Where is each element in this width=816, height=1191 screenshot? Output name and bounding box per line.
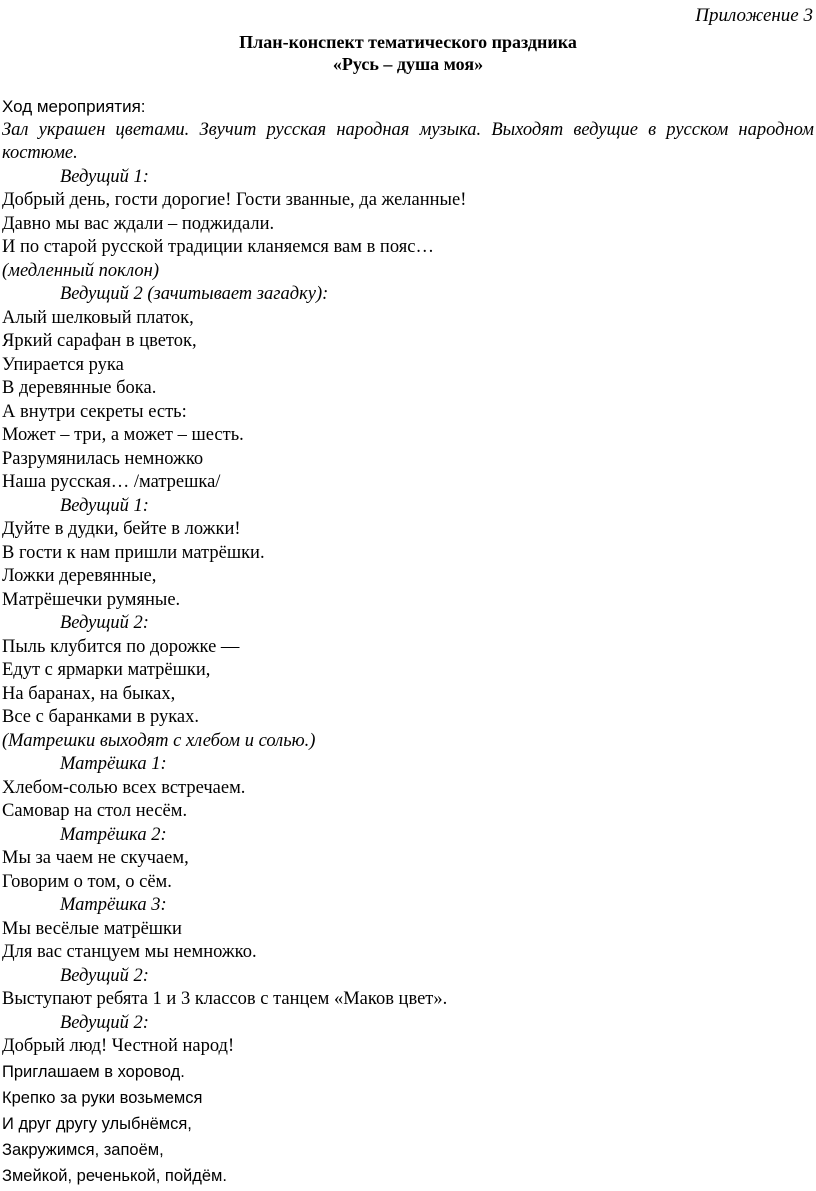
speaker-label: Ведущий 2: (60, 965, 149, 986)
script-line: На баранах, на быках, (2, 683, 176, 704)
script-line: А внутри секреты есть: (2, 401, 187, 422)
speaker-label: Ведущий 2 (зачитывает загадку): (60, 284, 329, 304)
script-line: Алый шелковый платок, (2, 307, 194, 328)
script-line: Наша русская… /матрешка/ (2, 472, 221, 492)
script-line: В гости к нам пришли матрёшки. (2, 542, 265, 563)
speaker-label: Ведущий 1: (60, 495, 149, 516)
script-line: Упирается рука (2, 354, 124, 375)
script-tail-lines (2, 1059, 814, 1189)
script-line: Приглашаем в хоровод. (2, 1062, 185, 1081)
document-body (2, 95, 814, 1189)
script-line: Добрый люд! Честной народ! (2, 1036, 235, 1056)
script-line: Едут с ярмарки матрёшки, (2, 660, 211, 680)
script-line: Закружимся, запоём, (2, 1140, 164, 1159)
script-line: Для вас станцуем мы немножко. (2, 942, 257, 962)
script-line: В деревянные бока. (2, 378, 157, 398)
script-line: Разрумянилась немножко (2, 448, 204, 469)
script-line: Выступают ребята 1 и 3 классов с танцем «Маков цвет». (2, 989, 448, 1009)
appendix-label: Приложение 3 (695, 5, 813, 26)
script-line: Может – три, а может – шесть. (2, 425, 244, 445)
speaker-label: Ведущий 2: (60, 1012, 149, 1033)
speaker-label: Ведущий 1: (60, 166, 149, 187)
script-line: И по старой русской традиции кланяемся вам в пояс… (2, 237, 434, 257)
stage-direction: (медленный поклон) (2, 260, 159, 281)
script-line: Мы за чаем не скучаем, (2, 848, 189, 868)
script-line: Дуйте в дудки, бейте в ложки! (2, 519, 241, 539)
script-line: Все с баранками в руках. (2, 707, 199, 727)
script-line: Пыль клубится по дорожке — (2, 636, 240, 657)
speaker-label: Матрёшка 3: (60, 895, 167, 915)
script-lines (2, 166, 814, 1059)
script-line: Самовар на стол несём. (2, 801, 188, 821)
document-subtitle: «Русь – душа моя» (332, 54, 484, 74)
script-line: Матрёшечки румяные. (2, 589, 181, 610)
speaker-label: Матрёшка 1: (60, 754, 167, 774)
script-line: Яркий сарафан в цветок, (2, 331, 197, 351)
stage-direction: (Матрешки выходят с хлебом и солью.) (2, 730, 316, 751)
speaker-label: Матрёшка 2: (60, 824, 167, 845)
script-line: Ложки деревянные, (2, 566, 157, 586)
script-line: И друг другу улыбнёмся, (2, 1114, 192, 1133)
script-line: Давно мы вас ждали – поджидали. (2, 213, 275, 234)
script-line: Змейкой, реченькой, пойдём. (2, 1166, 227, 1185)
stage-direction-intro: Зал украшен цветами. Звучит русская народная музыка. Выходят ведущие в русском народном костюме. (2, 119, 814, 163)
document-title: План-конспект тематического праздника (239, 32, 577, 52)
script-line: Говорим о том, о сём. (2, 871, 172, 892)
speaker-label: Ведущий 2: (60, 613, 149, 633)
script-line: Мы весёлые матрёшки (2, 918, 182, 939)
script-line: Крепко за руки возьмемся (2, 1088, 203, 1107)
script-line: Хлебом-солью всех встречаем. (2, 777, 246, 798)
script-line: Добрый день, гости дорогие! Гости званные, да желанные! (2, 190, 467, 210)
section-heading: Ход мероприятия: (2, 97, 146, 116)
